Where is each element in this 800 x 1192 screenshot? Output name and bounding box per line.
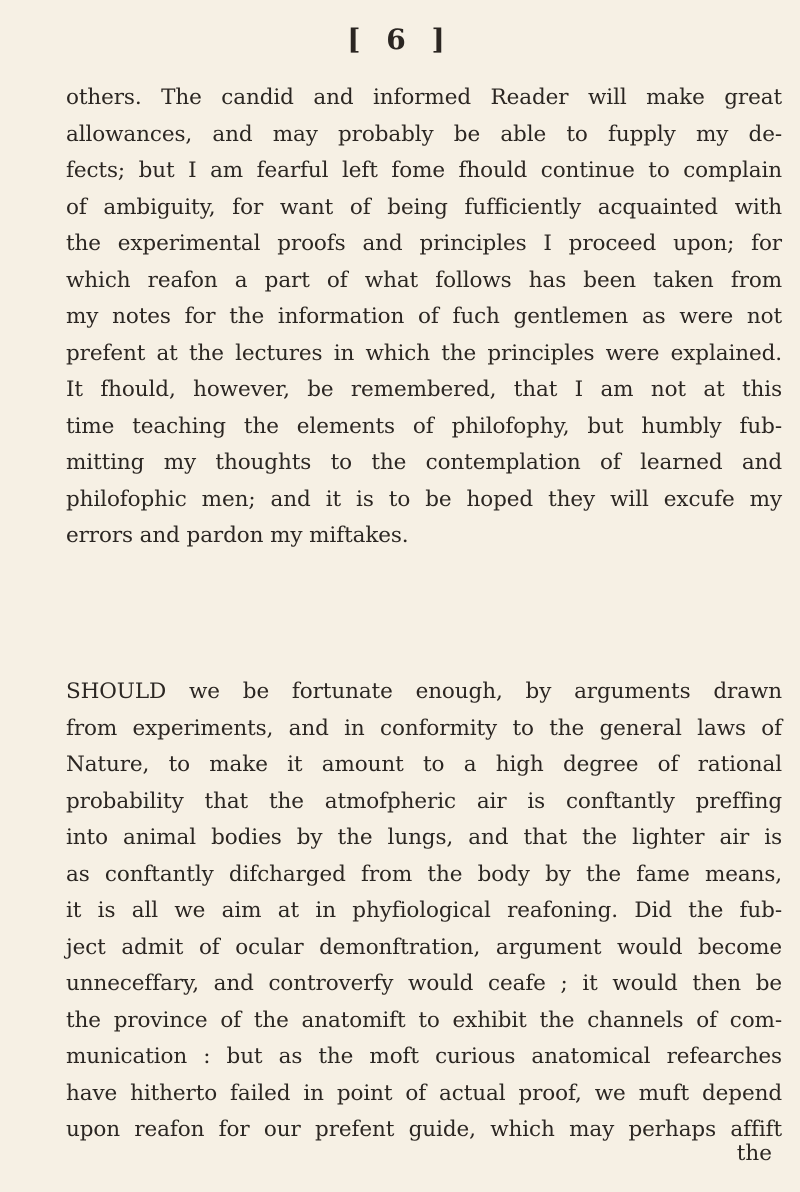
text-line: my notes for the information of fuch gentlemen as were not [66,304,782,329]
text-line: allowances, and may probably be able to fupply my de- [66,121,782,147]
text-line: others. The candid and informed Reader will make great [66,85,782,110]
text-line: probability that the atmofpheric air is conftantly preffing [66,788,782,814]
paragraph-1 [66,80,782,555]
text-line: errors and pardon my miftakes. [66,523,409,548]
text-line: unneceffary, and controverfy would ceafe ; it would then be [66,971,782,996]
text-line: time teaching the elements of philofophy, but humbly fub- [66,413,782,439]
text-line: from experiments, and in conformity to the general laws of [66,715,782,741]
text-line: which reafon a part of what follows has been taken from [66,267,782,293]
paragraph-2 [66,674,782,1149]
text-line: it is all we aim at in phyfiological reafoning. Did the fub- [66,898,782,923]
text-line: the province of the anatomift to exhibit the channels of com- [66,1007,782,1033]
text-line: mitting my thoughts to the contemplation of learned and [66,450,782,475]
text-line: of ambiguity, for want of being fufficiently acquainted with [66,194,782,220]
page-number-header: [ 6 ] [347,23,453,56]
text-line: munication : but as the moft curious anatomical refearches [66,1044,782,1069]
text-line: prefent at the lectures in which the principles were explained. [66,340,782,366]
text-line: the experimental proofs and principles I proceed upon; for [66,231,782,256]
text-line: have hitherto failed in point of actual proof, we muft depend [66,1080,782,1106]
text-line: Nature, to make it amount to a high degree of rational [66,752,782,777]
text-line: upon reafon for our prefent guide, which may perhaps affift [66,1117,782,1142]
text-line: as conftantly difcharged from the body by the fame means, [66,861,782,887]
text-line: philofophic men; and it is to be hoped they will excufe my [66,486,782,512]
text-line: ject admit of ocular demonftration, argument would become [66,934,782,960]
text-line: fects; but I am fearful left fome fhould continue to complain [66,158,782,183]
text-line: SHOULD we be fortunate enough, by arguments drawn [66,679,782,704]
text-line: It fhould, however, be remembered, that I am not at this [66,377,782,402]
catchword: the [736,1141,772,1166]
text-line: into animal bodies by the lungs, and that the lighter air is [66,825,782,850]
